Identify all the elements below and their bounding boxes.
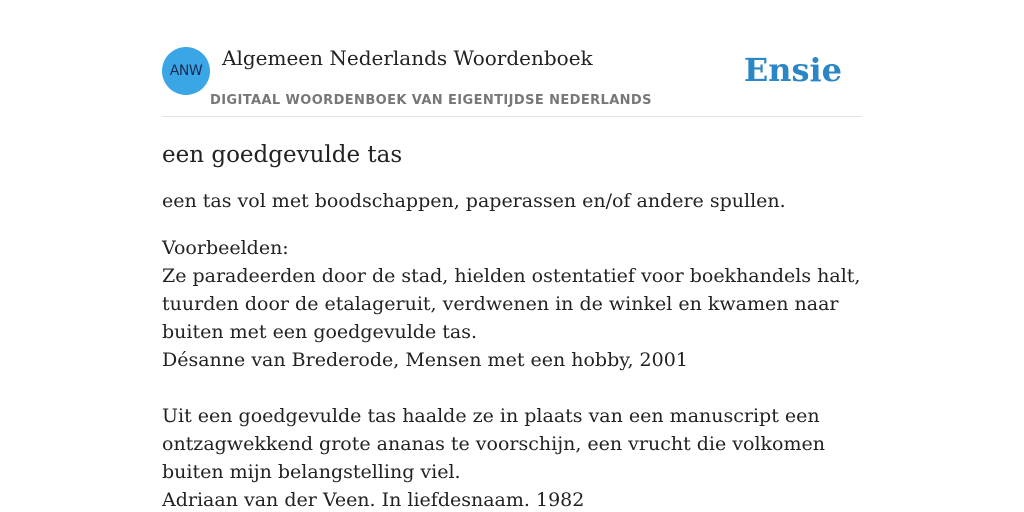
example-item: [162, 402, 862, 512]
examples-section: [162, 234, 862, 512]
examples-label: Voorbeelden:: [162, 237, 289, 259]
example-quote: Uit een goedgevulde tas haalde ze in plaats van een manuscript een ontzagwekkend grote ananas te voorschijn, een vrucht die volkomen buiten mijn belangstelling viel.: [162, 405, 825, 483]
example-quote: Ze paradeerden door de stad, hielden ostentatief voor boekhandels halt, tuurden door de etalageruit, verdwenen in de winkel en kwamen naar buiten met een goedgevulde tas.: [162, 265, 861, 343]
example-source: Adriaan van der Veen. In liefdesnaam. 1982: [162, 489, 585, 511]
ensie-brand-logo[interactable]: Ensie: [743, 51, 842, 89]
example-source: Désanne van Brederode, Mensen met een hobby, 2001: [162, 349, 688, 371]
anw-logo[interactable]: ANW: [162, 47, 210, 95]
example-item: [162, 262, 862, 374]
entry-title: een goedgevulde tas: [162, 142, 403, 168]
site-title[interactable]: Algemeen Nederlands Woordenboek: [222, 46, 593, 70]
site-header: [162, 46, 862, 117]
entry-definition: een tas vol met boodschappen, paperassen en/of andere spullen.: [162, 190, 786, 212]
entry-content: [162, 136, 862, 512]
site-subtitle: DIGITAAL WOORDENBOEK VAN EIGENTIJDSE NEDERLANDS: [210, 93, 652, 108]
